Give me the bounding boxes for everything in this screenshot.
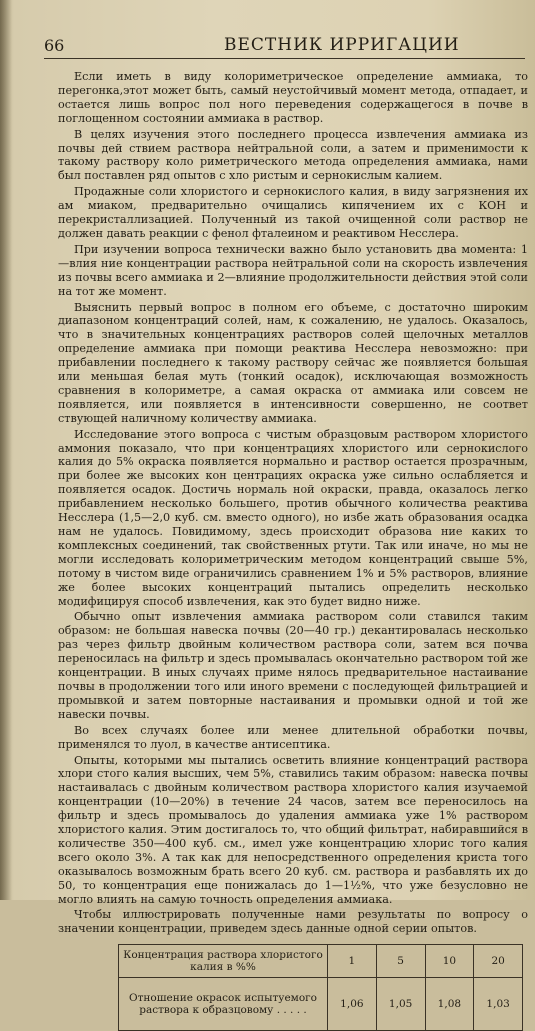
- table-row-label: Отношение окрасок испытуемого раствора к образцовому . . . . .: [119, 978, 328, 1031]
- results-table-wrap: [118, 944, 523, 1031]
- table-cell: 1,06: [328, 978, 377, 1031]
- paragraph: Исследование этого вопроса с чистым образцовым раствором хлористого аммония показало, что при концентрациях хлористого или сернокислого калия до 5% окраска появляется нормально и раствор остается прозрачным, при более же высоких кон центрациях окраска уже сильно ослабляется и появляется осадок. Достичь нормаль ной окраски, правда, оказалось легко прибавлением несколько большего, против обычного количества реактива Несслера (1,5—2,0 куб. см. вместо одного), но избе жать образования осадка нам не удалось. Повидимому, здесь происходит образова ние каких то комплексных соединений, так свойственных ртути. Так или иначе, но мы не могли исследовать колориметрическим методом концентраций свыше 5%, потому в чистом виде ограничились сравнением 1% и 5% растворов, влияние же более высоких концентраций пытались определить несколько модифицируя способ извлечения, как это будет видно ниже.: [58, 427, 528, 608]
- page-number: 66: [44, 36, 65, 55]
- paragraph: Чтобы иллюстрировать полученные нами результаты по вопросу о значении концентрации, приведем здесь данные одной серии опытов.: [58, 908, 528, 936]
- journal-title: ВЕСТНИК ИРРИГАЦИИ: [224, 35, 460, 55]
- results-table: [118, 944, 523, 1031]
- table-column-header: 5: [376, 945, 425, 978]
- table-column-header: 10: [425, 945, 474, 978]
- table-header-row: [119, 945, 523, 978]
- paragraph: Продажные соли хлористого и сернокислого калия, в виду загрязнения их ам миаком, предварительно очищались кипячением их с КОН и перекристаллизацией. Полученный из такой очищенной соли раствор не должен давать реакции с фенол фталеином и реактивом Несслера.: [58, 185, 528, 240]
- paragraph: В целях изучения этого последнего процесса извлечения аммиака из почвы дей ствием раствора нейтральной соли, а затем и применимости к такому раствору коло риметрического метода определения аммиака, нами был поставлен ряд опытов с хло ристым и сернокислым калием.: [58, 127, 528, 183]
- table-cell: 1,03: [474, 978, 523, 1031]
- paragraph: Если иметь в виду колориметрическое определение аммиака, то перегонка,этот может быть, самый неустойчивый момент метода, отпадает, и остается лишь вопрос пол ного переведения содержащегося в почве в поглощенном состоянии аммиака в раствор.: [58, 70, 528, 125]
- table-cell: 1,08: [425, 978, 474, 1031]
- table-column-header: 1: [328, 945, 377, 978]
- paragraph: Обычно опыт извлечения аммиака раствором соли ставился таким образом: не большая навеска почвы (20—40 гр.) декантировалась несколько раз через фильтр двойным количеством раствора соли, затем вся почва переносилась на фильтр и здесь промывалась окончательно раствором той же концентрации. В иных случаях приме нялось предварительное настаивание почвы в продолжении того или иного времени с последующей фильтрацией и промывкой и затем повторные настаивания и промывки одной и той же навески почвы.: [58, 610, 528, 721]
- table-column-header: 20: [474, 945, 523, 978]
- paragraph: При изучении вопроса технически важно было установить два момента: 1—влия ние концентрации раствора нейтральной соли на скорость извлечения из почвы всего аммиака и 2—влияние продолжительности действия этой соли на тот же момент.: [58, 242, 528, 298]
- page-header: [44, 32, 525, 59]
- page-edge-shadow: [0, 0, 12, 900]
- paragraph: Выяснить первый вопрос в полном его объеме, с достаточно широким диапазоном концентраций солей, нам, к сожалению, не удалось. Оказалось, что в значительных концентрациях растворов солей щелочных металлов определение аммиака при помощи реактива Несслера невозможно: при прибавлении последнего к такому раствору сейчас же появляется большая или меньшая белая муть (тонкий осадок), исключающая возможность сравнения в колориметре, а самая окраска от аммиака или совсем не появляется, или появляется в интенсивности совершенно, не соответ ствующей наличному количеству аммиака.: [58, 300, 528, 425]
- table-cell: 1,05: [376, 978, 425, 1031]
- article-body: [58, 70, 528, 1031]
- paragraph: Во всех случаях более или менее длительной обработки почвы, применялся то луол, в качестве антисептика.: [58, 723, 528, 751]
- table-header-label: Концентрация раствора хлористого калия в %%: [119, 945, 328, 978]
- paragraph: Опыты, которыми мы пытались осветить влияние концентраций раствора хлори стого калия высших, чем 5%, ставились таким образом: навеска почвы настаивалась с двойным количеством раствора хлористого калия изучаемой концентрации (10—20%) в течение 24 часов, затем все переносилось на фильтр и здесь промывалось до удаления аммиака уже 1% раствором хлористого калия. Этим достигалось то, что общий фильтрат, набиравшийся в количестве 350—400 куб. см., имел уже концентрацию хлорис того калия всего около 3%. А так как для непосредственного определения криста того оказывалось возможным брать всего 20 куб. см. раствора и разбавлять их до 50, то концентрация еще понижалась до 1—1½%, что уже безусловно не могло влиять на самую точность определения аммиака.: [58, 753, 528, 906]
- table-row: [119, 978, 523, 1031]
